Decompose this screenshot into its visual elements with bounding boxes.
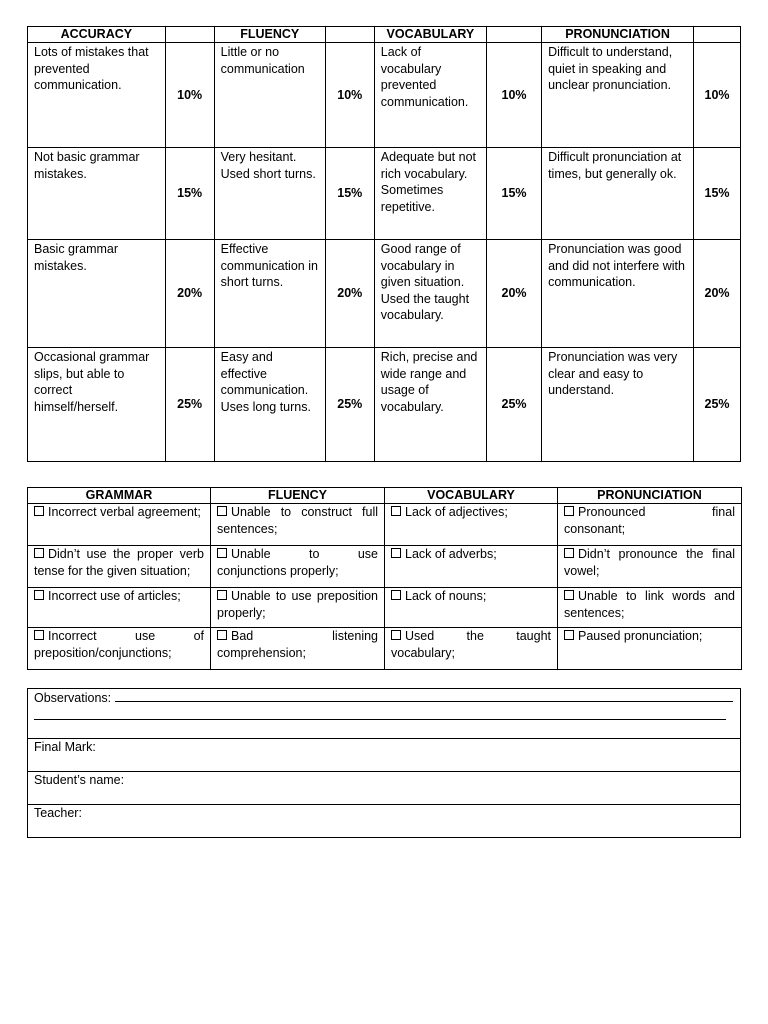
checklist-item-text: Incorrect use of articles; <box>48 589 181 603</box>
checklist-cell <box>558 628 742 670</box>
checklist-cell <box>558 546 742 588</box>
rubric-row <box>28 240 741 348</box>
checklist-table <box>27 487 742 670</box>
checklist-row <box>28 588 742 628</box>
checklist-cell <box>28 504 211 546</box>
checklist-row <box>28 504 742 546</box>
checkbox-icon[interactable] <box>391 630 401 640</box>
checkbox-icon[interactable] <box>564 590 574 600</box>
checklist-item-text: Used the taught vocabulary; <box>391 629 551 660</box>
checklist-cell <box>28 628 211 670</box>
checklist-cell <box>385 546 558 588</box>
checklist-item-text: Lack of adverbs; <box>405 547 497 561</box>
checklist-cell <box>385 588 558 628</box>
rubric-cell-fluency: Effective communication in short turns. <box>214 240 325 348</box>
rubric-cell-pronunciation: Difficult to understand, quiet in speaking and unclear pronunciation. <box>542 43 694 148</box>
checklist-cell <box>558 504 742 546</box>
rubric-cell-accuracy: Occasional grammar slips, but able to correct himself/herself. <box>28 348 166 462</box>
checklist-item-text: Incorrect verbal agreement; <box>48 505 201 519</box>
evaluation-form <box>27 688 741 838</box>
checklist-item-text: Didn’t use the proper verb tense for the given situation; <box>34 547 204 578</box>
checklist-header-fluency: FLUENCY <box>211 488 385 504</box>
rubric-cell-percent: 25% <box>486 348 541 462</box>
checklist-item-text: Unable to construct full sentences; <box>217 505 378 536</box>
checklist-cell <box>28 546 211 588</box>
rubric-cell-percent: 15% <box>325 148 374 240</box>
checklist-item-text: Unable to use conjunctions properly; <box>217 547 378 578</box>
rubric-row <box>28 148 741 240</box>
rubric-cell-percent: 15% <box>165 148 214 240</box>
rubric-cell-percent: 25% <box>165 348 214 462</box>
checklist-header-vocabulary: VOCABULARY <box>385 488 558 504</box>
checkbox-icon[interactable] <box>391 590 401 600</box>
rubric-header-blank <box>694 27 741 43</box>
rubric-cell-fluency: Very hesitant. Used short turns. <box>214 148 325 240</box>
checklist-header-grammar: GRAMMAR <box>28 488 211 504</box>
rubric-table <box>27 26 741 462</box>
final-mark-label: Final Mark: <box>34 740 96 754</box>
checklist-item-text: Unable to use preposition properly; <box>217 589 378 620</box>
rubric-cell-fluency: Easy and effective communication. Uses long turns. <box>214 348 325 462</box>
rubric-cell-percent: 10% <box>694 43 741 148</box>
checkbox-icon[interactable] <box>564 630 574 640</box>
checklist-item-text: Paused pronunciation; <box>578 629 703 643</box>
checklist-cell <box>558 588 742 628</box>
observations-field[interactable] <box>28 689 741 739</box>
rubric-cell-vocabulary: Lack of vocabulary prevented communication. <box>374 43 486 148</box>
rubric-cell-pronunciation: Pronunciation was very clear and easy to understand. <box>542 348 694 462</box>
checklist-item-text: Lack of adjectives; <box>405 505 508 519</box>
rubric-cell-vocabulary: Adequate but not rich vocabulary. Sometimes repetitive. <box>374 148 486 240</box>
checklist-cell <box>28 588 211 628</box>
rubric-cell-vocabulary: Good range of vocabulary in given situation. Used the taught vocabulary. <box>374 240 486 348</box>
checkbox-icon[interactable] <box>34 548 44 558</box>
rubric-header-row <box>28 27 741 43</box>
rubric-cell-percent: 25% <box>325 348 374 462</box>
checklist-cell <box>385 504 558 546</box>
rubric-cell-percent: 20% <box>325 240 374 348</box>
rubric-cell-percent: 15% <box>486 148 541 240</box>
checklist-header-pronunciation: PRONUNCIATION <box>558 488 742 504</box>
rubric-header-pronunciation: PRONUNCIATION <box>542 27 694 43</box>
rubric-header-fluency: FLUENCY <box>214 27 325 43</box>
rubric-row <box>28 348 741 462</box>
final-mark-field[interactable] <box>28 739 741 772</box>
checkbox-icon[interactable] <box>217 630 227 640</box>
checkbox-icon[interactable] <box>217 590 227 600</box>
rubric-cell-percent: 20% <box>694 240 741 348</box>
rubric-cell-percent: 10% <box>486 43 541 148</box>
teacher-label: Teacher: <box>34 806 82 820</box>
checkbox-icon[interactable] <box>34 506 44 516</box>
rubric-row <box>28 43 741 148</box>
checkbox-icon[interactable] <box>391 548 401 558</box>
checklist-cell <box>385 628 558 670</box>
rubric-cell-vocabulary: Rich, precise and wide range and usage of vocabulary. <box>374 348 486 462</box>
checklist-cell <box>211 546 385 588</box>
rubric-cell-accuracy: Not basic grammar mistakes. <box>28 148 166 240</box>
checkbox-icon[interactable] <box>217 506 227 516</box>
checklist-cell <box>211 504 385 546</box>
checkbox-icon[interactable] <box>564 506 574 516</box>
rubric-cell-percent: 10% <box>325 43 374 148</box>
checklist-item-text: Bad listening comprehension; <box>217 629 378 660</box>
observations-line[interactable] <box>34 707 726 720</box>
rubric-cell-accuracy: Lots of mistakes that prevented communication. <box>28 43 166 148</box>
rubric-header-blank <box>325 27 374 43</box>
rubric-cell-percent: 25% <box>694 348 741 462</box>
observations-line[interactable] <box>115 689 733 702</box>
checklist-header-row <box>28 488 742 504</box>
student-name-field[interactable] <box>28 772 741 805</box>
rubric-header-vocabulary: VOCABULARY <box>374 27 486 43</box>
checkbox-icon[interactable] <box>391 506 401 516</box>
rubric-header-accuracy: ACCURACY <box>28 27 166 43</box>
student-name-label: Student’s name: <box>34 773 125 787</box>
observations-label: Observations: <box>34 691 112 705</box>
checkbox-icon[interactable] <box>217 548 227 558</box>
rubric-header-blank <box>486 27 541 43</box>
rubric-cell-percent: 10% <box>165 43 214 148</box>
rubric-cell-fluency: Little or no communication <box>214 43 325 148</box>
rubric-cell-accuracy: Basic grammar mistakes. <box>28 240 166 348</box>
checkbox-icon[interactable] <box>564 548 574 558</box>
rubric-cell-percent: 15% <box>694 148 741 240</box>
checkbox-icon[interactable] <box>34 590 44 600</box>
rubric-cell-percent: 20% <box>165 240 214 348</box>
rubric-cell-pronunciation: Difficult pronunciation at times, but generally ok. <box>542 148 694 240</box>
checklist-item-text: Didn’t pronounce the final vowel; <box>564 547 735 578</box>
checklist-item-text: Pronounced final consonant; <box>564 505 735 536</box>
rubric-header-blank <box>165 27 214 43</box>
checklist-item-text: Incorrect use of preposition/conjunctions; <box>34 629 204 660</box>
checkbox-icon[interactable] <box>34 630 44 640</box>
teacher-field[interactable] <box>28 805 741 838</box>
checklist-item-text: Unable to link words and sentences; <box>564 589 735 620</box>
checklist-item-text: Lack of nouns; <box>405 589 487 603</box>
checklist-row <box>28 628 742 670</box>
checklist-cell <box>211 588 385 628</box>
rubric-cell-percent: 20% <box>486 240 541 348</box>
checklist-row <box>28 546 742 588</box>
rubric-cell-pronunciation: Pronunciation was good and did not interfere with communication. <box>542 240 694 348</box>
checklist-cell <box>211 628 385 670</box>
